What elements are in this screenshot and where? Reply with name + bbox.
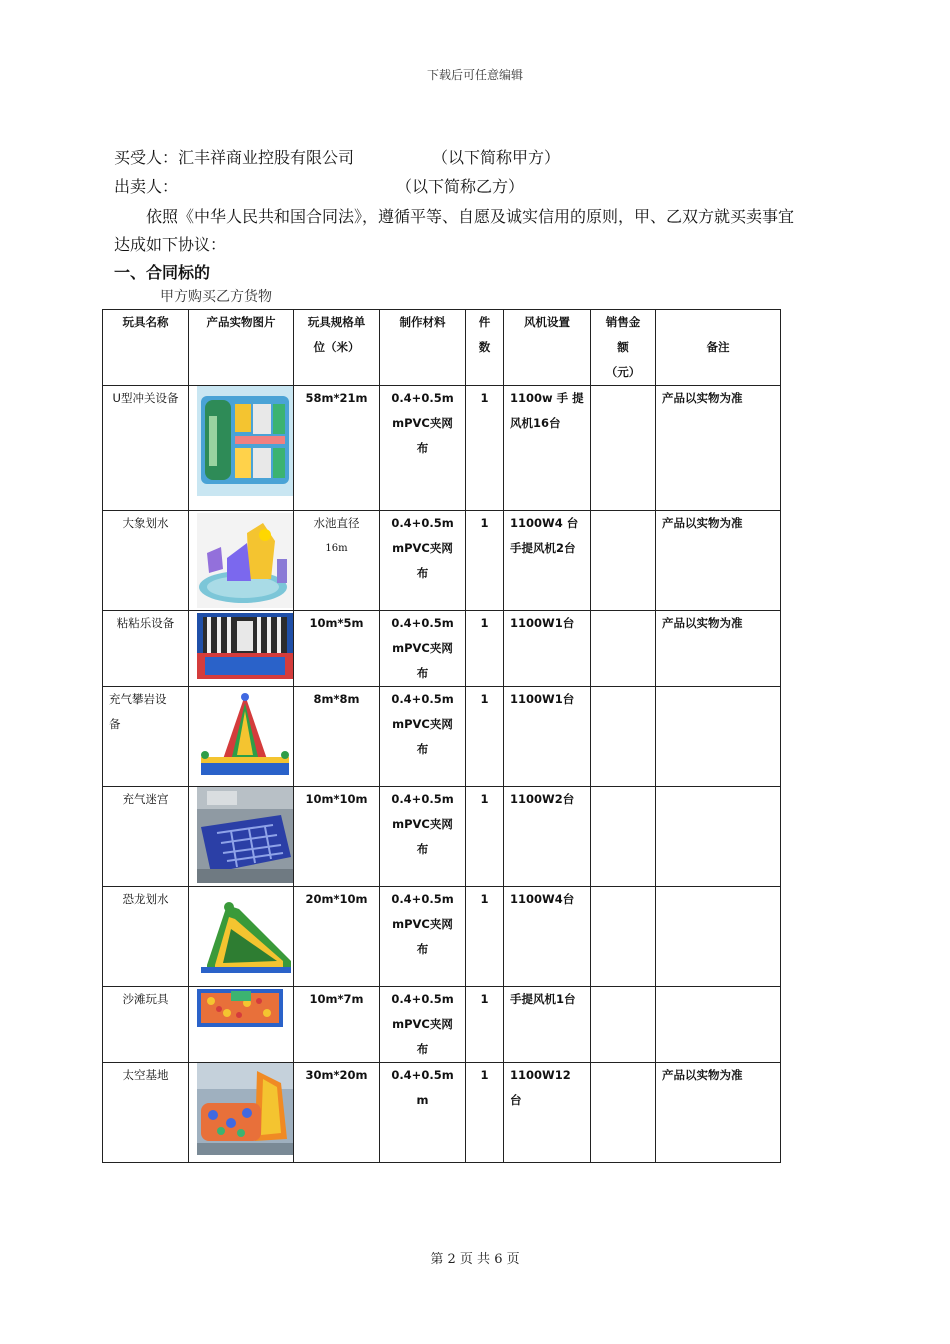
table-caption: 甲方购买乙方货物 — [160, 289, 272, 305]
cell-spec: 水池直径 16m — [294, 511, 380, 611]
cell-qty: 1 — [466, 386, 504, 511]
header-name: 玩具名称 — [103, 310, 189, 386]
cell-material: 0.4+0.5m mPVC夹网 布 — [380, 687, 466, 787]
cell-qty: 1 — [466, 511, 504, 611]
seller-alias: （以下简称乙方） — [396, 177, 525, 196]
cell-name: 太空基地 — [103, 1063, 189, 1163]
cell-fan: 1100W4台 — [504, 887, 591, 987]
cell-fan: 1100W1台 — [504, 687, 591, 787]
cell-name: 充气迷宫 — [103, 787, 189, 887]
cell-qty: 1 — [466, 687, 504, 787]
header-amount: 销售金 额 （元） — [591, 310, 656, 386]
cell-material: 0.4+0.5m mPVC夹网 布 — [380, 386, 466, 511]
seller-label: 出卖人： — [114, 177, 179, 196]
cell-note — [656, 787, 781, 887]
cell-fan: 1100w 手 提 风机16台 — [504, 386, 591, 511]
table-row — [103, 611, 781, 687]
cell-qty: 1 — [466, 787, 504, 887]
cell-spec: 20m*10m — [294, 887, 380, 987]
product-image-u-course — [189, 386, 294, 511]
product-image-beach-pool — [189, 987, 294, 1063]
cell-name: 沙滩玩具 — [103, 987, 189, 1063]
cell-note — [656, 687, 781, 787]
cell-fan: 1100W1台 — [504, 611, 591, 687]
goods-table — [102, 309, 781, 1163]
product-image-space-base — [189, 1063, 294, 1163]
cell-fan: 1100W2台 — [504, 787, 591, 887]
header-image: 产品实物图片 — [189, 310, 294, 386]
cell-material: 0.4+0.5m m — [380, 1063, 466, 1163]
cell-qty: 1 — [466, 887, 504, 987]
buyer-line — [114, 145, 354, 168]
cell-qty: 1 — [466, 611, 504, 687]
product-image-sticky-wall — [189, 611, 294, 687]
product-image-climbing-wall — [189, 687, 294, 787]
cell-note — [656, 987, 781, 1063]
cell-qty: 1 — [466, 987, 504, 1063]
cell-spec: 30m*20m — [294, 1063, 380, 1163]
table-row — [103, 1063, 781, 1163]
cell-name: U型冲关设备 — [103, 386, 189, 511]
cell-note: 产品以实物为准 — [656, 1063, 781, 1163]
table-row — [103, 787, 781, 887]
header-material: 制作材料 — [380, 310, 466, 386]
cell-name: 恐龙划水 — [103, 887, 189, 987]
header-qty: 件 数 — [466, 310, 504, 386]
cell-amount — [591, 887, 656, 987]
table-header-row — [103, 310, 781, 386]
cell-amount — [591, 386, 656, 511]
product-image-maze — [189, 787, 294, 887]
cell-note: 产品以实物为准 — [656, 386, 781, 511]
page-number: 第 2 页 共 6 页 — [430, 1252, 520, 1267]
cell-amount — [591, 611, 656, 687]
cell-name: 大象划水 — [103, 511, 189, 611]
product-image-dinosaur-slide — [189, 887, 294, 987]
cell-material: 0.4+0.5m mPVC夹网 布 — [380, 787, 466, 887]
cell-spec: 8m*8m — [294, 687, 380, 787]
cell-fan: 1100W12 台 — [504, 1063, 591, 1163]
header-note: 备注 — [656, 310, 781, 386]
header-note: 下载后可任意编辑 — [426, 68, 523, 82]
cell-fan: 1100W4 台 手提风机2台 — [504, 511, 591, 611]
cell-amount — [591, 687, 656, 787]
cell-material: 0.4+0.5m mPVC夹网 布 — [380, 887, 466, 987]
cell-spec: 10m*5m — [294, 611, 380, 687]
cell-spec: 10m*10m — [294, 787, 380, 887]
cell-fan: 手提风机1台 — [504, 987, 591, 1063]
cell-name: 粘粘乐设备 — [103, 611, 189, 687]
buyer-name: 汇丰祥商业控股有限公司 — [178, 148, 355, 167]
cell-amount — [591, 787, 656, 887]
buyer-label: 买受人： — [114, 148, 179, 167]
cell-name: 充气攀岩设 备 — [103, 687, 189, 787]
intro-line-1: 依照《中华人民共和国合同法》，遵循平等、自愿及诚实信用的原则，甲、乙双方就买卖事宜 — [146, 207, 795, 226]
cell-material: 0.4+0.5m mPVC夹网 布 — [380, 511, 466, 611]
cell-material: 0.4+0.5m mPVC夹网 布 — [380, 611, 466, 687]
cell-note: 产品以实物为准 — [656, 511, 781, 611]
buyer-alias: （以下简称甲方） — [432, 148, 561, 167]
cell-amount — [591, 1063, 656, 1163]
cell-material: 0.4+0.5m mPVC夹网 布 — [380, 987, 466, 1063]
cell-spec: 10m*7m — [294, 987, 380, 1063]
table-row — [103, 687, 781, 787]
header-fan: 风机设置 — [504, 310, 591, 386]
header-spec: 玩具规格单 位（米） — [294, 310, 380, 386]
table-row — [103, 887, 781, 987]
table-row — [103, 511, 781, 611]
cell-note: 产品以实物为准 — [656, 611, 781, 687]
cell-amount — [591, 987, 656, 1063]
cell-qty: 1 — [466, 1063, 504, 1163]
intro-line-2: 达成如下协议： — [114, 235, 227, 254]
product-image-elephant-slide — [189, 511, 294, 611]
cell-note — [656, 887, 781, 987]
cell-amount — [591, 511, 656, 611]
table-row — [103, 987, 781, 1063]
cell-spec: 58m*21m — [294, 386, 380, 511]
table-row — [103, 386, 781, 511]
section-1-title: 一、合同标的 — [114, 263, 211, 282]
